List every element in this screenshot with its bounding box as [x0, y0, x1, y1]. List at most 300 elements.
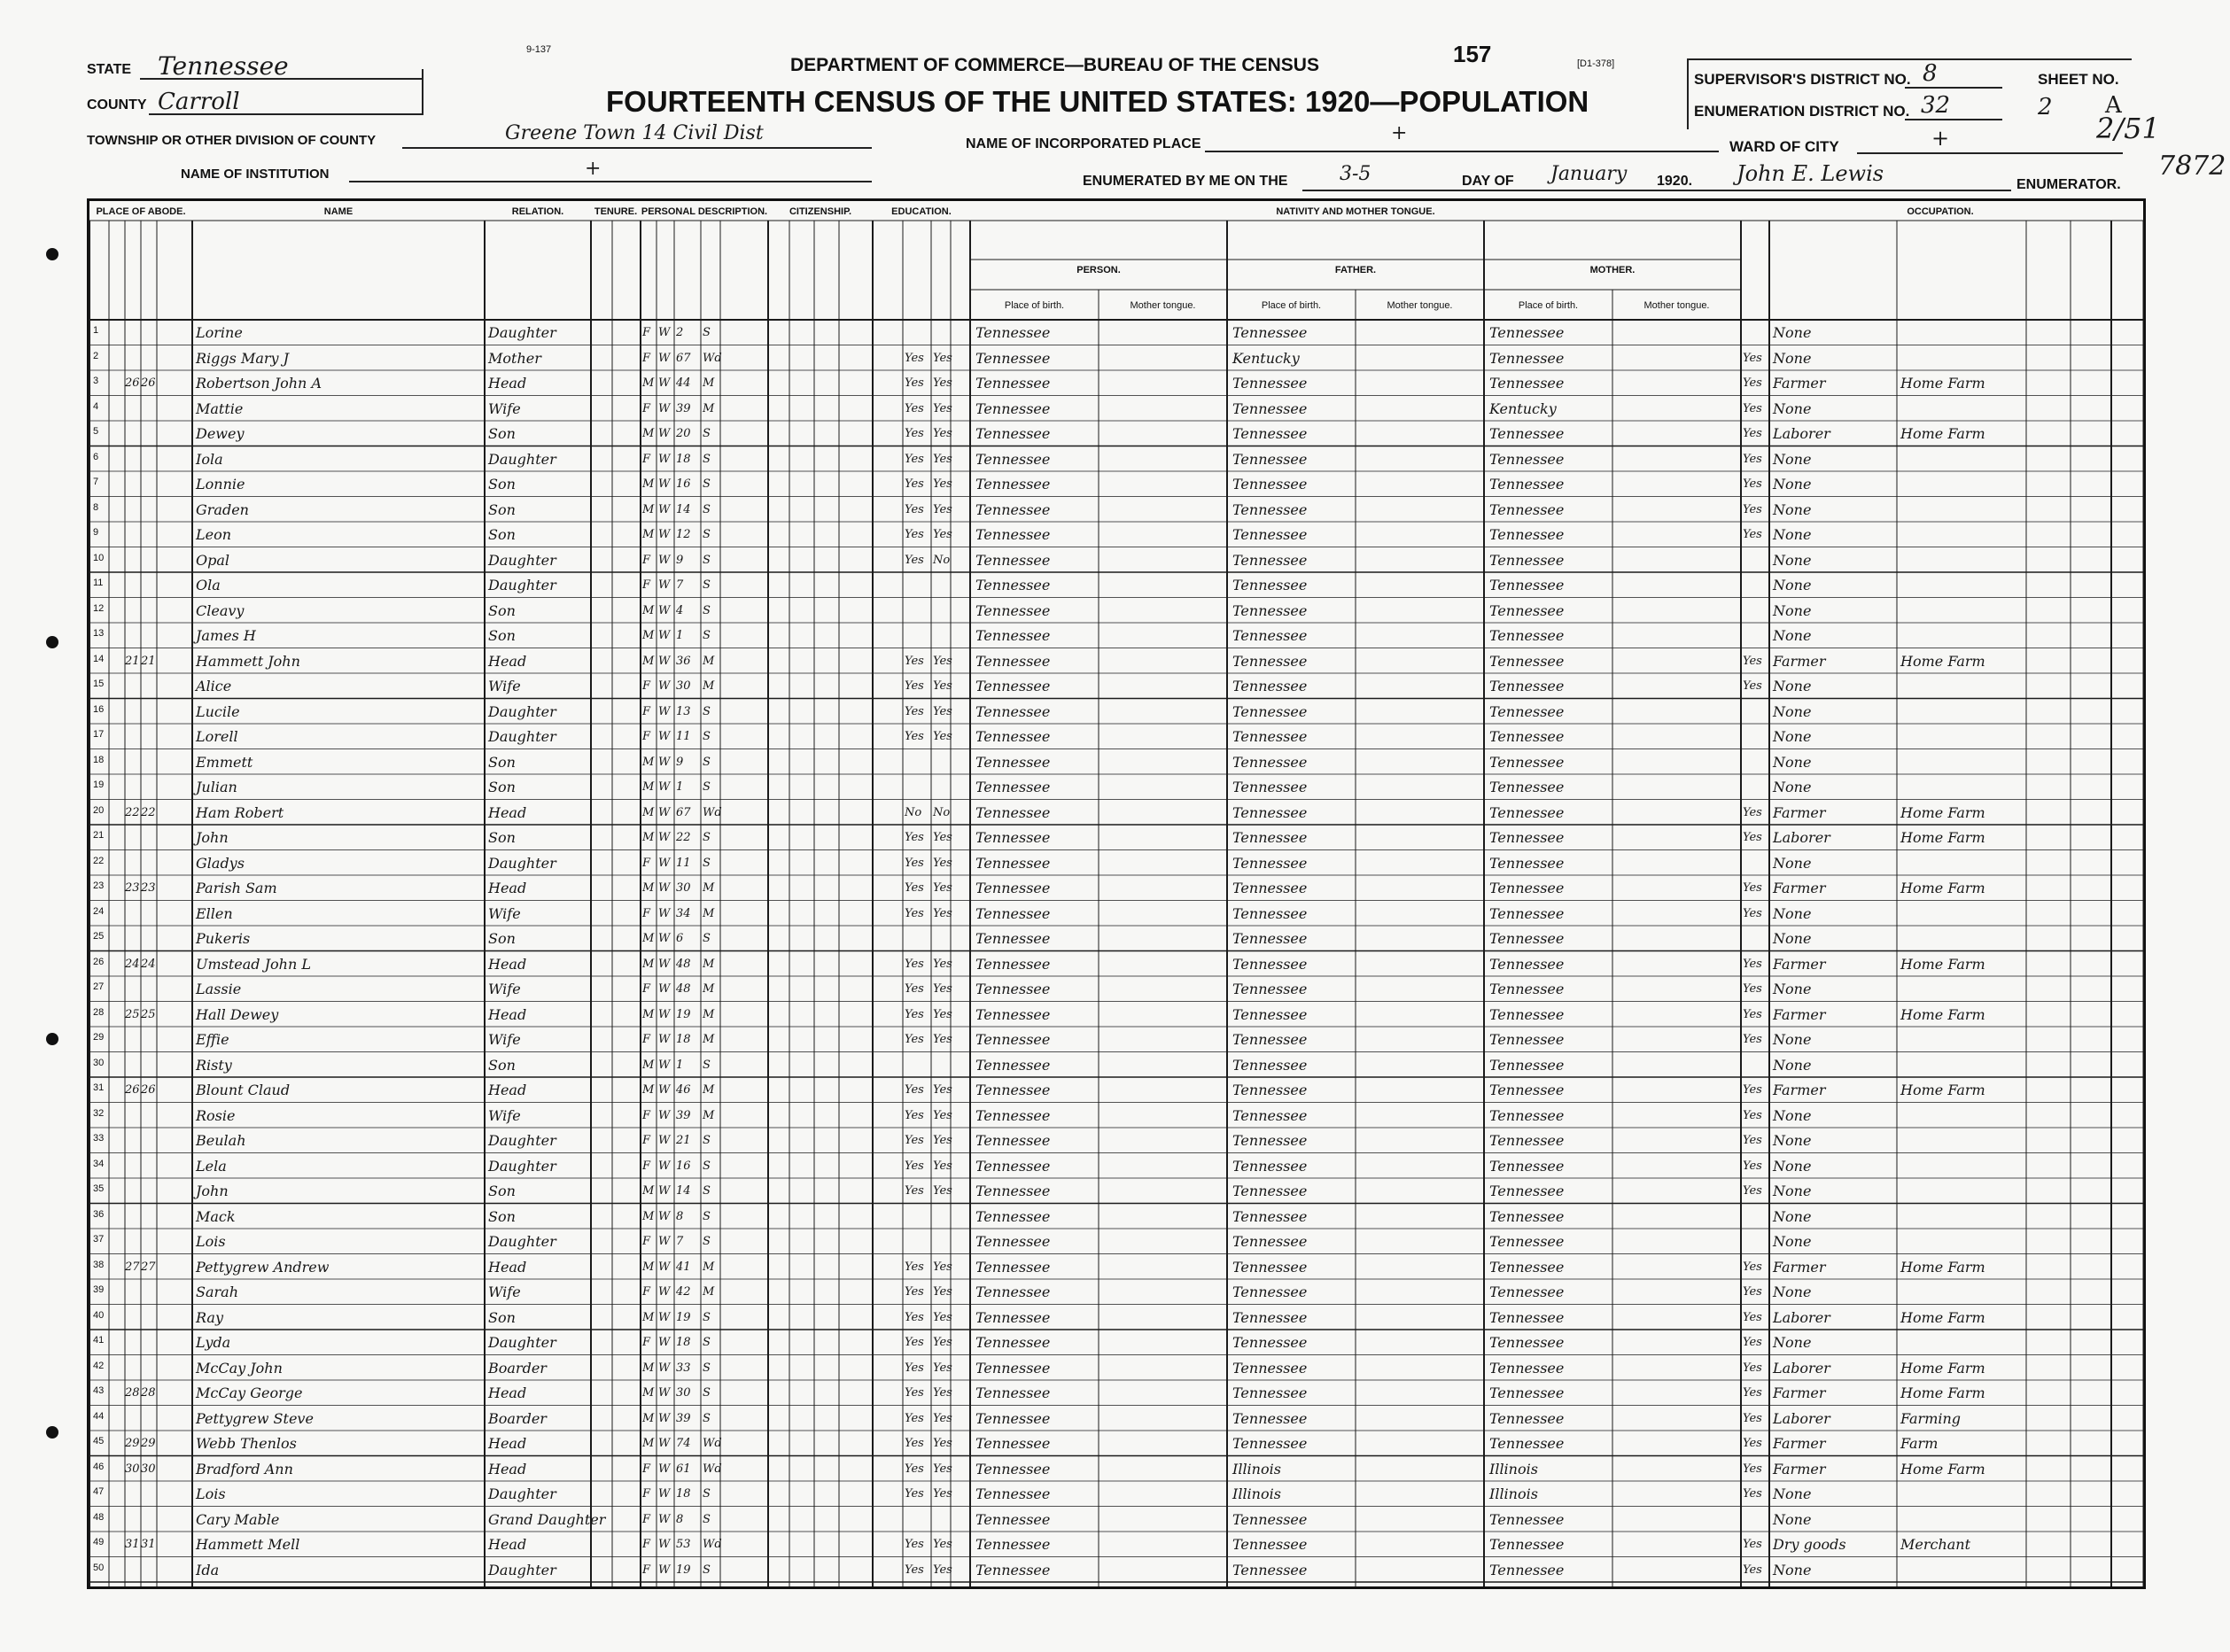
cell-person-name: Julian	[196, 779, 237, 795]
cell-birthplace: Tennessee	[975, 1005, 1051, 1023]
cell-occupation: None	[1773, 526, 1812, 543]
cell-father-birthplace: Tennessee	[1232, 1510, 1308, 1528]
cell-mother-birthplace: Tennessee	[1489, 1409, 1565, 1427]
cell-speaks-english: Yes	[1743, 1007, 1762, 1021]
cell-can-write: Yes	[933, 528, 952, 541]
cell-mother-birthplace: Tennessee	[1489, 829, 1565, 846]
cell-can-write: Yes	[933, 1538, 952, 1551]
cell-person-name: Dewey	[196, 425, 245, 442]
cell-person-name: Robertson John A	[196, 375, 322, 392]
cell-father-birthplace: Tennessee	[1232, 1082, 1308, 1098]
cell-industry: Home Farm	[1900, 1460, 1985, 1477]
cell-birthplace: Tennessee	[975, 1561, 1051, 1578]
cell-occupation: None	[1773, 1510, 1812, 1528]
cell-mother-birthplace: Tennessee	[1489, 880, 1565, 896]
cell-father-birthplace: Tennessee	[1232, 1106, 1308, 1124]
cell-industry	[1900, 499, 2024, 521]
cell-marital-status: S	[703, 755, 711, 769]
table-row	[89, 1254, 2143, 1280]
table-row	[89, 1406, 2143, 1431]
census-title: FOURTEENTH CENSUS OF THE UNITED STATES: 1920—POPULATION	[606, 85, 1589, 118]
cell-father-birthplace: Kentucky	[1232, 349, 1300, 367]
cell-can-write: Yes	[933, 1260, 952, 1274]
row-number: 2	[93, 350, 99, 361]
cell-industry: Farm	[1900, 1435, 1939, 1452]
cell-can-write: Yes	[933, 452, 952, 466]
cell-dwelling-number	[125, 1206, 141, 1228]
cell-family-number	[141, 1129, 157, 1152]
cell-sex: M	[642, 654, 655, 668]
cell-birthplace: Tennessee	[975, 854, 1051, 872]
cell-race: W	[658, 1361, 671, 1375]
cell-relation: Son	[488, 627, 516, 644]
state-value: Tennessee	[158, 51, 289, 81]
table-row	[89, 1557, 2143, 1583]
cell-person-name: James H	[196, 627, 256, 644]
mt-person: Mother tongue.	[1130, 300, 1196, 311]
cell-can-write: Yes	[933, 1487, 952, 1501]
cell-dwelling-number	[125, 1483, 141, 1505]
cell-birthplace: Tennessee	[975, 1106, 1051, 1124]
county-label: COUNTY	[87, 97, 147, 112]
cell-age: 11	[676, 730, 691, 743]
table-row	[89, 926, 2143, 951]
cell-occupation: None	[1773, 779, 1812, 795]
cell-can-read	[905, 1206, 931, 1228]
cell-dwelling-number	[125, 978, 141, 1000]
cell-dwelling-number	[125, 776, 141, 798]
cell-family-number	[141, 1483, 157, 1505]
cell-industry: Home Farm	[1900, 1359, 1985, 1377]
cell-race: W	[658, 1209, 671, 1223]
cell-occupation: None	[1773, 904, 1812, 922]
cell-family-number	[141, 1408, 157, 1430]
cell-relation: Son	[488, 425, 516, 442]
cell-marital-status: Wd	[703, 351, 722, 365]
cell-family-number	[141, 1357, 157, 1379]
cell-sex: M	[642, 1260, 655, 1274]
cell-relation: Head	[488, 955, 527, 973]
cell-occupation: None	[1773, 1207, 1812, 1225]
cell-dwelling-number: 23	[125, 881, 140, 895]
cell-occupation: None	[1773, 601, 1812, 619]
cell-can-read	[905, 751, 931, 773]
cell-person-name: Riggs Mary J	[196, 349, 290, 367]
cell-marital-status: M	[703, 376, 715, 390]
supervisor-label: SUPERVISOR'S DISTRICT NO.	[1694, 71, 1911, 88]
cell-race: W	[658, 1285, 671, 1299]
cell-speaks-english: Yes	[1743, 376, 1762, 390]
cell-can-write: Yes	[933, 982, 952, 996]
cell-can-read: Yes	[905, 679, 924, 693]
cell-family-number	[141, 903, 157, 925]
cell-industry: Home Farm	[1900, 1308, 1985, 1326]
cell-speaks-english: Yes	[1743, 1285, 1762, 1299]
cell-dwelling-number	[125, 624, 141, 647]
cell-can-write: No	[933, 553, 951, 567]
cell-mother-birthplace: Tennessee	[1489, 476, 1565, 492]
institution-line	[349, 181, 872, 182]
cell-family-number	[141, 1230, 157, 1253]
cell-dwelling-number	[125, 1105, 141, 1127]
cell-industry: Home Farm	[1900, 1005, 1985, 1023]
census-table	[87, 198, 2146, 1589]
cell-marital-status: S	[703, 528, 711, 541]
cell-sex: M	[642, 629, 655, 642]
cell-industry	[1900, 852, 2024, 874]
row-number: 22	[93, 855, 105, 866]
cell-family-number	[141, 423, 157, 445]
cell-speaks-english: Yes	[1743, 1260, 1762, 1274]
cell-marital-status: M	[703, 401, 715, 415]
cell-age: 53	[676, 1538, 691, 1551]
cell-occupation: None	[1773, 349, 1812, 367]
row-number: 43	[93, 1385, 105, 1396]
cell-age: 61	[676, 1462, 691, 1476]
cell-occupation: None	[1773, 981, 1812, 997]
cell-birthplace: Tennessee	[975, 526, 1051, 543]
cell-race: W	[658, 1007, 671, 1021]
cell-occupation: Laborer	[1773, 829, 1830, 846]
cell-race: W	[658, 932, 671, 945]
cell-occupation: Farmer	[1773, 880, 1826, 896]
cell-sex: F	[642, 1108, 651, 1122]
cell-sex: F	[642, 1512, 651, 1526]
cell-industry	[1900, 978, 2024, 1000]
cell-person-name: Cleavy	[196, 601, 245, 619]
cell-family-number: 22	[141, 805, 156, 819]
cell-can-read: Yes	[905, 401, 924, 415]
table-row	[89, 1456, 2143, 1482]
cell-can-write: Yes	[933, 831, 952, 844]
cell-race: W	[658, 1487, 671, 1501]
group-nativity: NATIVITY AND MOTHER TONGUE.	[1276, 206, 1435, 217]
cell-can-read: Yes	[905, 1462, 924, 1476]
cell-birthplace: Tennessee	[975, 728, 1051, 745]
state-county-bracket	[422, 69, 423, 115]
cell-age: 74	[676, 1437, 691, 1450]
cell-relation: Daughter	[488, 577, 556, 593]
cell-mother-birthplace: Tennessee	[1489, 1056, 1565, 1074]
cell-family-number	[141, 701, 157, 723]
cell-mother-birthplace: Tennessee	[1489, 728, 1565, 745]
cell-birthplace: Tennessee	[975, 930, 1051, 947]
cell-industry: Home Farm	[1900, 1082, 1985, 1098]
row-number: 11	[93, 578, 104, 588]
township-line	[402, 147, 872, 149]
cell-mother-birthplace: Tennessee	[1489, 678, 1565, 694]
cell-father-birthplace: Tennessee	[1232, 1435, 1308, 1452]
row-number: 16	[93, 703, 105, 715]
cell-birthplace: Tennessee	[975, 324, 1051, 341]
cell-sex: M	[642, 528, 655, 541]
cell-birthplace: Tennessee	[975, 1435, 1051, 1452]
row-number: 13	[93, 628, 105, 639]
township-label: TOWNSHIP OR OTHER DIVISION OF COUNTY	[87, 133, 377, 148]
cell-birthplace: Tennessee	[975, 1284, 1051, 1300]
cell-can-read: Yes	[905, 1361, 924, 1375]
cell-sex: F	[642, 856, 651, 870]
cell-family-number	[141, 1155, 157, 1177]
cell-age: 14	[676, 502, 691, 516]
cell-dwelling-number	[125, 1230, 141, 1253]
cell-dwelling-number: 28	[125, 1386, 140, 1400]
cell-speaks-english: Yes	[1743, 1538, 1762, 1551]
cell-industry: Home Farm	[1900, 1384, 1985, 1401]
cell-dwelling-number	[125, 574, 141, 596]
table-row	[89, 1355, 2143, 1381]
cell-person-name: Alice	[196, 678, 232, 694]
row-number: 21	[93, 830, 105, 841]
cell-marital-status: S	[703, 1563, 711, 1577]
cell-race: W	[658, 831, 671, 844]
cell-age: 34	[676, 906, 691, 920]
punch-hole	[46, 248, 58, 260]
incorporated-line	[1205, 151, 1719, 152]
cell-industry	[1900, 776, 2024, 798]
cell-father-birthplace: Tennessee	[1232, 1031, 1308, 1048]
cell-marital-status: S	[703, 1058, 711, 1072]
cell-sex: M	[642, 1310, 655, 1324]
cell-speaks-english: Yes	[1743, 351, 1762, 365]
cell-can-read: Yes	[905, 1386, 924, 1400]
cell-can-read	[905, 1230, 931, 1253]
cell-race: W	[658, 1310, 671, 1324]
cell-can-read	[905, 1054, 931, 1076]
cell-marital-status: M	[703, 1083, 715, 1097]
cell-industry	[1900, 624, 2024, 647]
cell-mother-birthplace: Tennessee	[1489, 854, 1565, 872]
cell-age: 16	[676, 1159, 691, 1173]
cell-relation: Son	[488, 753, 516, 771]
row-number: 27	[93, 981, 105, 992]
cell-age: 21	[676, 1134, 691, 1147]
cell-sex: M	[642, 932, 655, 945]
cell-family-number: 21	[141, 654, 156, 668]
cell-sex: F	[642, 1134, 651, 1147]
cell-father-birthplace: Illinois	[1232, 1485, 1281, 1502]
cell-father-birthplace: Tennessee	[1232, 1157, 1308, 1175]
form-number: 9-137	[526, 44, 552, 55]
sheet-value: 2	[2038, 94, 2053, 120]
cell-industry	[1900, 701, 2024, 723]
cell-person-name: Umstead John L	[196, 955, 311, 973]
table-row	[89, 547, 2143, 573]
cell-sex: F	[642, 906, 651, 920]
row-number: 14	[93, 653, 105, 664]
cell-age: 48	[676, 957, 691, 971]
cell-dwelling-number	[125, 1054, 141, 1076]
township-value: Greene Town 14 Civil Dist	[505, 122, 764, 144]
row-number: 37	[93, 1234, 105, 1245]
cell-age: 11	[676, 856, 691, 870]
cell-person-name: Lucile	[196, 702, 240, 720]
table-row	[89, 446, 2143, 472]
year: 1920.	[1657, 174, 1693, 189]
row-number: 36	[93, 1208, 105, 1220]
cell-occupation: None	[1773, 753, 1812, 771]
cell-can-write	[933, 1230, 951, 1253]
cell-race: W	[658, 1235, 671, 1248]
cell-marital-status: Wd	[703, 1437, 722, 1450]
row-number: 5	[93, 426, 99, 437]
cell-person-name: Ida	[196, 1561, 220, 1578]
cell-dwelling-number	[125, 1129, 141, 1152]
cell-marital-status: S	[703, 502, 711, 516]
cell-race: W	[658, 1033, 671, 1046]
cell-birthplace: Tennessee	[975, 601, 1051, 619]
cell-industry: Home Farm	[1900, 829, 1985, 846]
cell-marital-status: S	[703, 553, 711, 567]
stamp-number: 157	[1453, 41, 1492, 67]
cell-age: 18	[676, 1033, 691, 1046]
cell-speaks-english: Yes	[1743, 1361, 1762, 1375]
cell-dwelling-number	[125, 927, 141, 950]
cell-can-read: Yes	[905, 351, 924, 365]
table-row	[89, 951, 2143, 977]
cell-family-number	[141, 448, 157, 470]
cell-mother-birthplace: Tennessee	[1489, 1384, 1565, 1401]
cell-industry	[1900, 574, 2024, 596]
cell-sex: F	[642, 1462, 651, 1476]
cell-sex: M	[642, 477, 655, 491]
cell-age: 44	[676, 376, 691, 390]
cell-dwelling-number	[125, 1408, 141, 1430]
cell-occupation: None	[1773, 1561, 1812, 1578]
cell-sex: M	[642, 376, 655, 390]
cell-relation: Head	[488, 375, 527, 392]
institution-value: +	[585, 158, 602, 180]
cell-dwelling-number	[125, 499, 141, 521]
cell-race: W	[658, 805, 671, 819]
cell-mother-birthplace: Tennessee	[1489, 601, 1565, 619]
cell-can-write: Yes	[933, 881, 952, 895]
cell-speaks-english	[1743, 600, 1768, 622]
cell-father-birthplace: Tennessee	[1232, 1561, 1308, 1578]
cell-person-name: Iola	[196, 450, 223, 468]
cell-age: 8	[676, 1512, 684, 1526]
cell-father-birthplace: Tennessee	[1232, 702, 1308, 720]
cell-mother-birthplace: Tennessee	[1489, 1132, 1565, 1149]
cell-relation: Son	[488, 500, 516, 518]
cell-race: W	[658, 1184, 671, 1198]
cell-person-name: Emmett	[196, 753, 253, 771]
cell-family-number: 27	[141, 1260, 156, 1274]
table-row	[89, 320, 2143, 345]
cell-race: W	[658, 1058, 671, 1072]
cell-sex: F	[642, 1285, 651, 1299]
mt-father: Mother tongue.	[1387, 300, 1453, 311]
table-row	[89, 901, 2143, 927]
cell-sex: M	[642, 502, 655, 516]
cell-marital-status: S	[703, 831, 711, 844]
cell-occupation: None	[1773, 1056, 1812, 1074]
cell-age: 48	[676, 982, 691, 996]
cell-race: W	[658, 376, 671, 390]
mt-mother: Mother tongue.	[1643, 300, 1710, 311]
cell-age: 16	[676, 477, 691, 491]
incorporated-label: NAME OF INCORPORATED PLACE	[966, 136, 1201, 151]
cell-mother-birthplace: Tennessee	[1489, 375, 1565, 392]
cell-marital-status: M	[703, 1007, 715, 1021]
row-number: 28	[93, 1006, 105, 1018]
cell-marital-status: S	[703, 427, 711, 440]
cell-race: W	[658, 1083, 671, 1097]
cell-birthplace: Tennessee	[975, 1384, 1051, 1401]
cell-industry	[1900, 1331, 2024, 1353]
cell-can-read: Yes	[905, 957, 924, 971]
cell-person-name: Lois	[196, 1485, 226, 1502]
cell-dwelling-number: 31	[125, 1538, 140, 1551]
cell-race: W	[658, 1260, 671, 1274]
pob-father: Place of birth.	[1261, 300, 1322, 311]
cell-person-name: John	[196, 1183, 229, 1199]
cell-occupation: Farmer	[1773, 1082, 1826, 1098]
cell-marital-status: Wd	[703, 1462, 722, 1476]
cell-age: 30	[676, 1386, 691, 1400]
cell-industry: Home Farm	[1900, 880, 1985, 896]
cell-marital-status: S	[703, 578, 711, 592]
cell-dwelling-number	[125, 1307, 141, 1329]
cell-person-name: Mattie	[196, 399, 244, 417]
cell-industry	[1900, 1155, 2024, 1177]
cell-speaks-english: Yes	[1743, 1386, 1762, 1400]
corner-note-1: 2/51	[2096, 112, 2160, 145]
cell-dwelling-number	[125, 398, 141, 420]
cell-mother-birthplace: Tennessee	[1489, 753, 1565, 771]
cell-family-number	[141, 927, 157, 950]
cell-age: 42	[676, 1285, 691, 1299]
cell-father-birthplace: Tennessee	[1232, 652, 1308, 670]
cell-dwelling-number: 26	[125, 1083, 140, 1097]
cell-relation: Daughter	[488, 1485, 556, 1502]
cell-can-read: Yes	[905, 1260, 924, 1274]
cell-can-write: Yes	[933, 679, 952, 693]
cell-dwelling-number	[125, 1559, 141, 1581]
cell-marital-status: S	[703, 730, 711, 743]
row-number: 6	[93, 451, 99, 462]
cell-family-number	[141, 499, 157, 521]
table-row	[89, 1002, 2143, 1028]
cell-can-write: Yes	[933, 730, 952, 743]
table-row	[89, 1077, 2143, 1103]
cell-mother-birthplace: Tennessee	[1489, 1082, 1565, 1098]
cell-occupation: None	[1773, 930, 1812, 947]
cell-age: 1	[676, 780, 684, 794]
cell-dwelling-number	[125, 701, 141, 723]
cell-race: W	[658, 654, 671, 668]
cell-speaks-english: Yes	[1743, 1184, 1762, 1198]
row-number: 12	[93, 602, 105, 614]
cell-family-number	[141, 776, 157, 798]
cell-person-name: Bradford Ann	[196, 1460, 293, 1477]
group-occupation: OCCUPATION.	[1907, 206, 1974, 217]
cell-sex: F	[642, 1033, 651, 1046]
cell-birthplace: Tennessee	[975, 1485, 1051, 1502]
cell-age: 22	[676, 831, 691, 844]
cell-person-name: Lonnie	[196, 476, 245, 492]
cell-race: W	[658, 528, 671, 541]
cell-can-read: Yes	[905, 528, 924, 541]
cell-can-read: Yes	[905, 831, 924, 844]
cell-birthplace: Tennessee	[975, 551, 1051, 569]
cell-birthplace: Tennessee	[975, 577, 1051, 593]
cell-sex: M	[642, 957, 655, 971]
cell-can-write	[933, 600, 951, 622]
cell-can-write: Yes	[933, 1033, 952, 1046]
cell-father-birthplace: Tennessee	[1232, 753, 1308, 771]
cell-speaks-english: Yes	[1743, 528, 1762, 541]
